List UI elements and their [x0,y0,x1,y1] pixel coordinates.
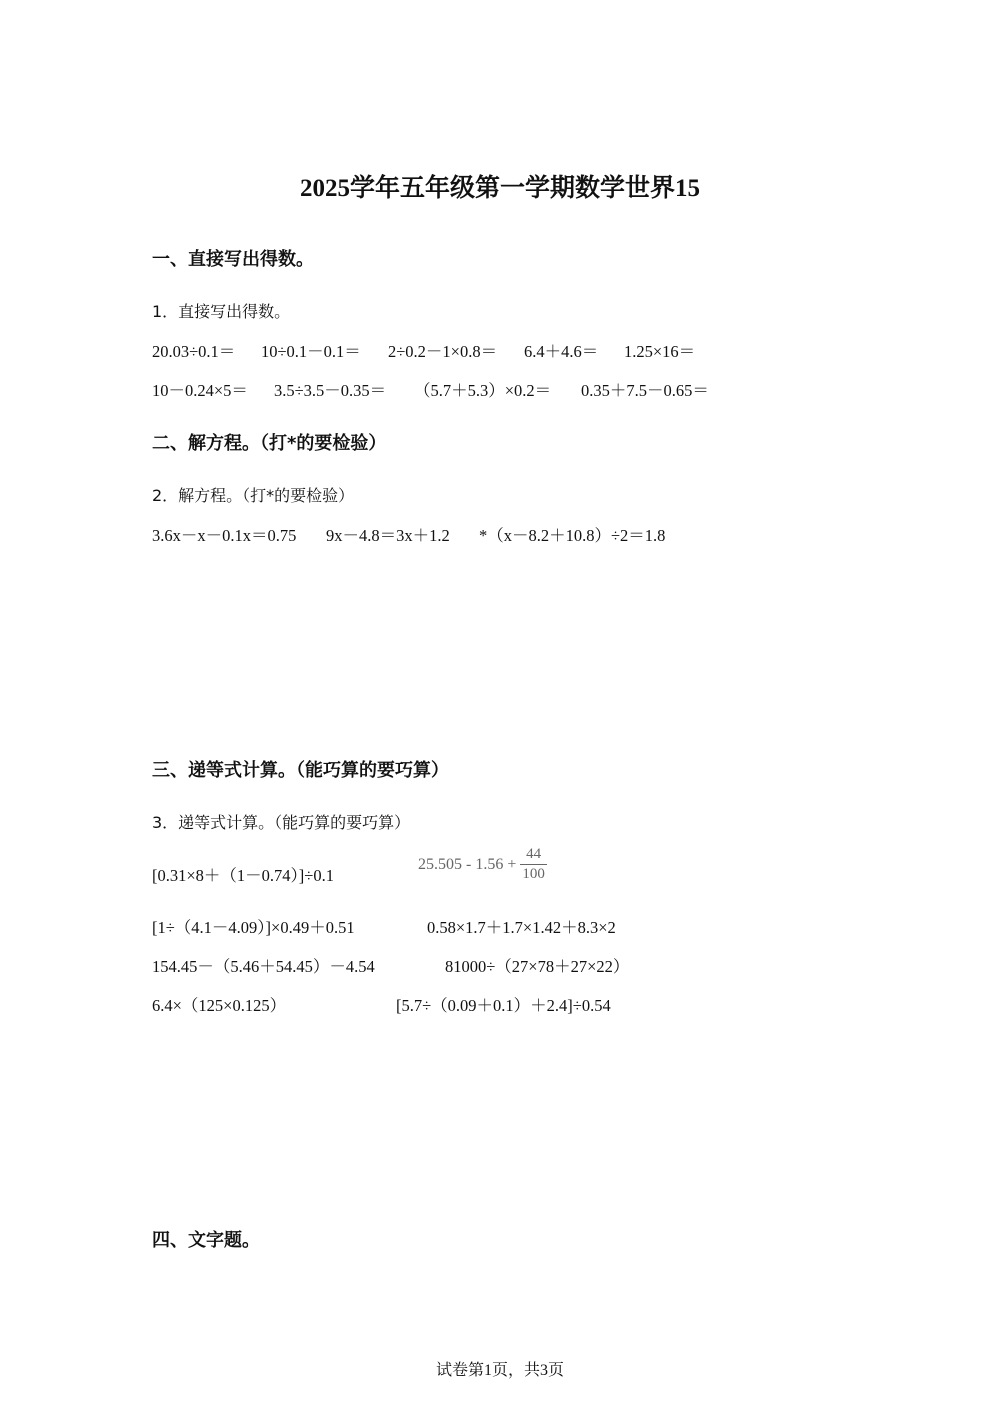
q3-expression-r1-left: [0.31×8＋（1－0.74）]÷0.1 [152,866,334,885]
q3-expression-r4-right: [5.7÷（0.09＋0.1）＋2.4]÷0.54 [396,996,611,1015]
q1-expression: 3.5÷3.5－0.35＝ [274,381,387,400]
equation-with-check: *（x－8.2＋10.8）÷2＝1.8 [479,526,666,545]
fraction-expression-prefix: 25.505 - 1.56 + [418,855,517,873]
q1-expression: 6.4＋4.6＝ [524,342,599,361]
fraction-numerator: 44 [526,846,542,862]
q1-expression: （5.7＋5.3）×0.2＝ [414,381,552,400]
section-heading-word-problems: 四、文字题。 [152,1230,260,1251]
fraction-denominator: 100 [522,866,545,882]
question-1-label: 1．直接写出得数。 [152,302,291,321]
fraction [520,846,547,883]
page-title: 2025学年五年级第一学期数学世界15 [299,175,700,202]
equation: 3.6x－x－0.1x＝0.75 [152,526,297,545]
section-heading-direct-results: 一、直接写出得数。 [152,249,314,270]
q3-expression-r3-left: 154.45－（5.46＋54.45）－4.54 [152,957,375,976]
page-footer: 试卷第1页，共3页 [435,1362,564,1379]
q3-expression-r1-right [418,846,547,883]
section-heading-step-calculation: 三、递等式计算。（能巧算的要巧算） [152,760,449,781]
q1-expression: 10－0.24×5＝ [152,381,248,400]
q1-expression: 20.03÷0.1＝ [152,342,236,361]
q3-expression-r2-right: 0.58×1.7＋1.7×1.42＋8.3×2 [427,918,616,937]
q3-expression-r3-right: 81000÷（27×78＋27×22） [445,957,630,976]
q1-expression: 1.25×16＝ [624,342,696,361]
q1-expression: 2÷0.2－1×0.8＝ [388,342,498,361]
q1-expression: 10÷0.1－0.1＝ [261,342,361,361]
equation: 9x－4.8＝3x＋1.2 [326,526,450,545]
question-3-label: 3．递等式计算。（能巧算的要巧算） [152,813,411,832]
question-2-label: 2．解方程。（打*的要检验） [152,486,355,505]
q3-expression-r2-left: [1÷（4.1－4.09）]×0.49＋0.51 [152,918,355,937]
q3-expression-r4-left: 6.4×（125×0.125） [152,996,287,1015]
section-heading-equations: 二、解方程。（打*的要检验） [152,433,387,454]
q1-expression: 0.35＋7.5－0.65＝ [581,381,709,400]
